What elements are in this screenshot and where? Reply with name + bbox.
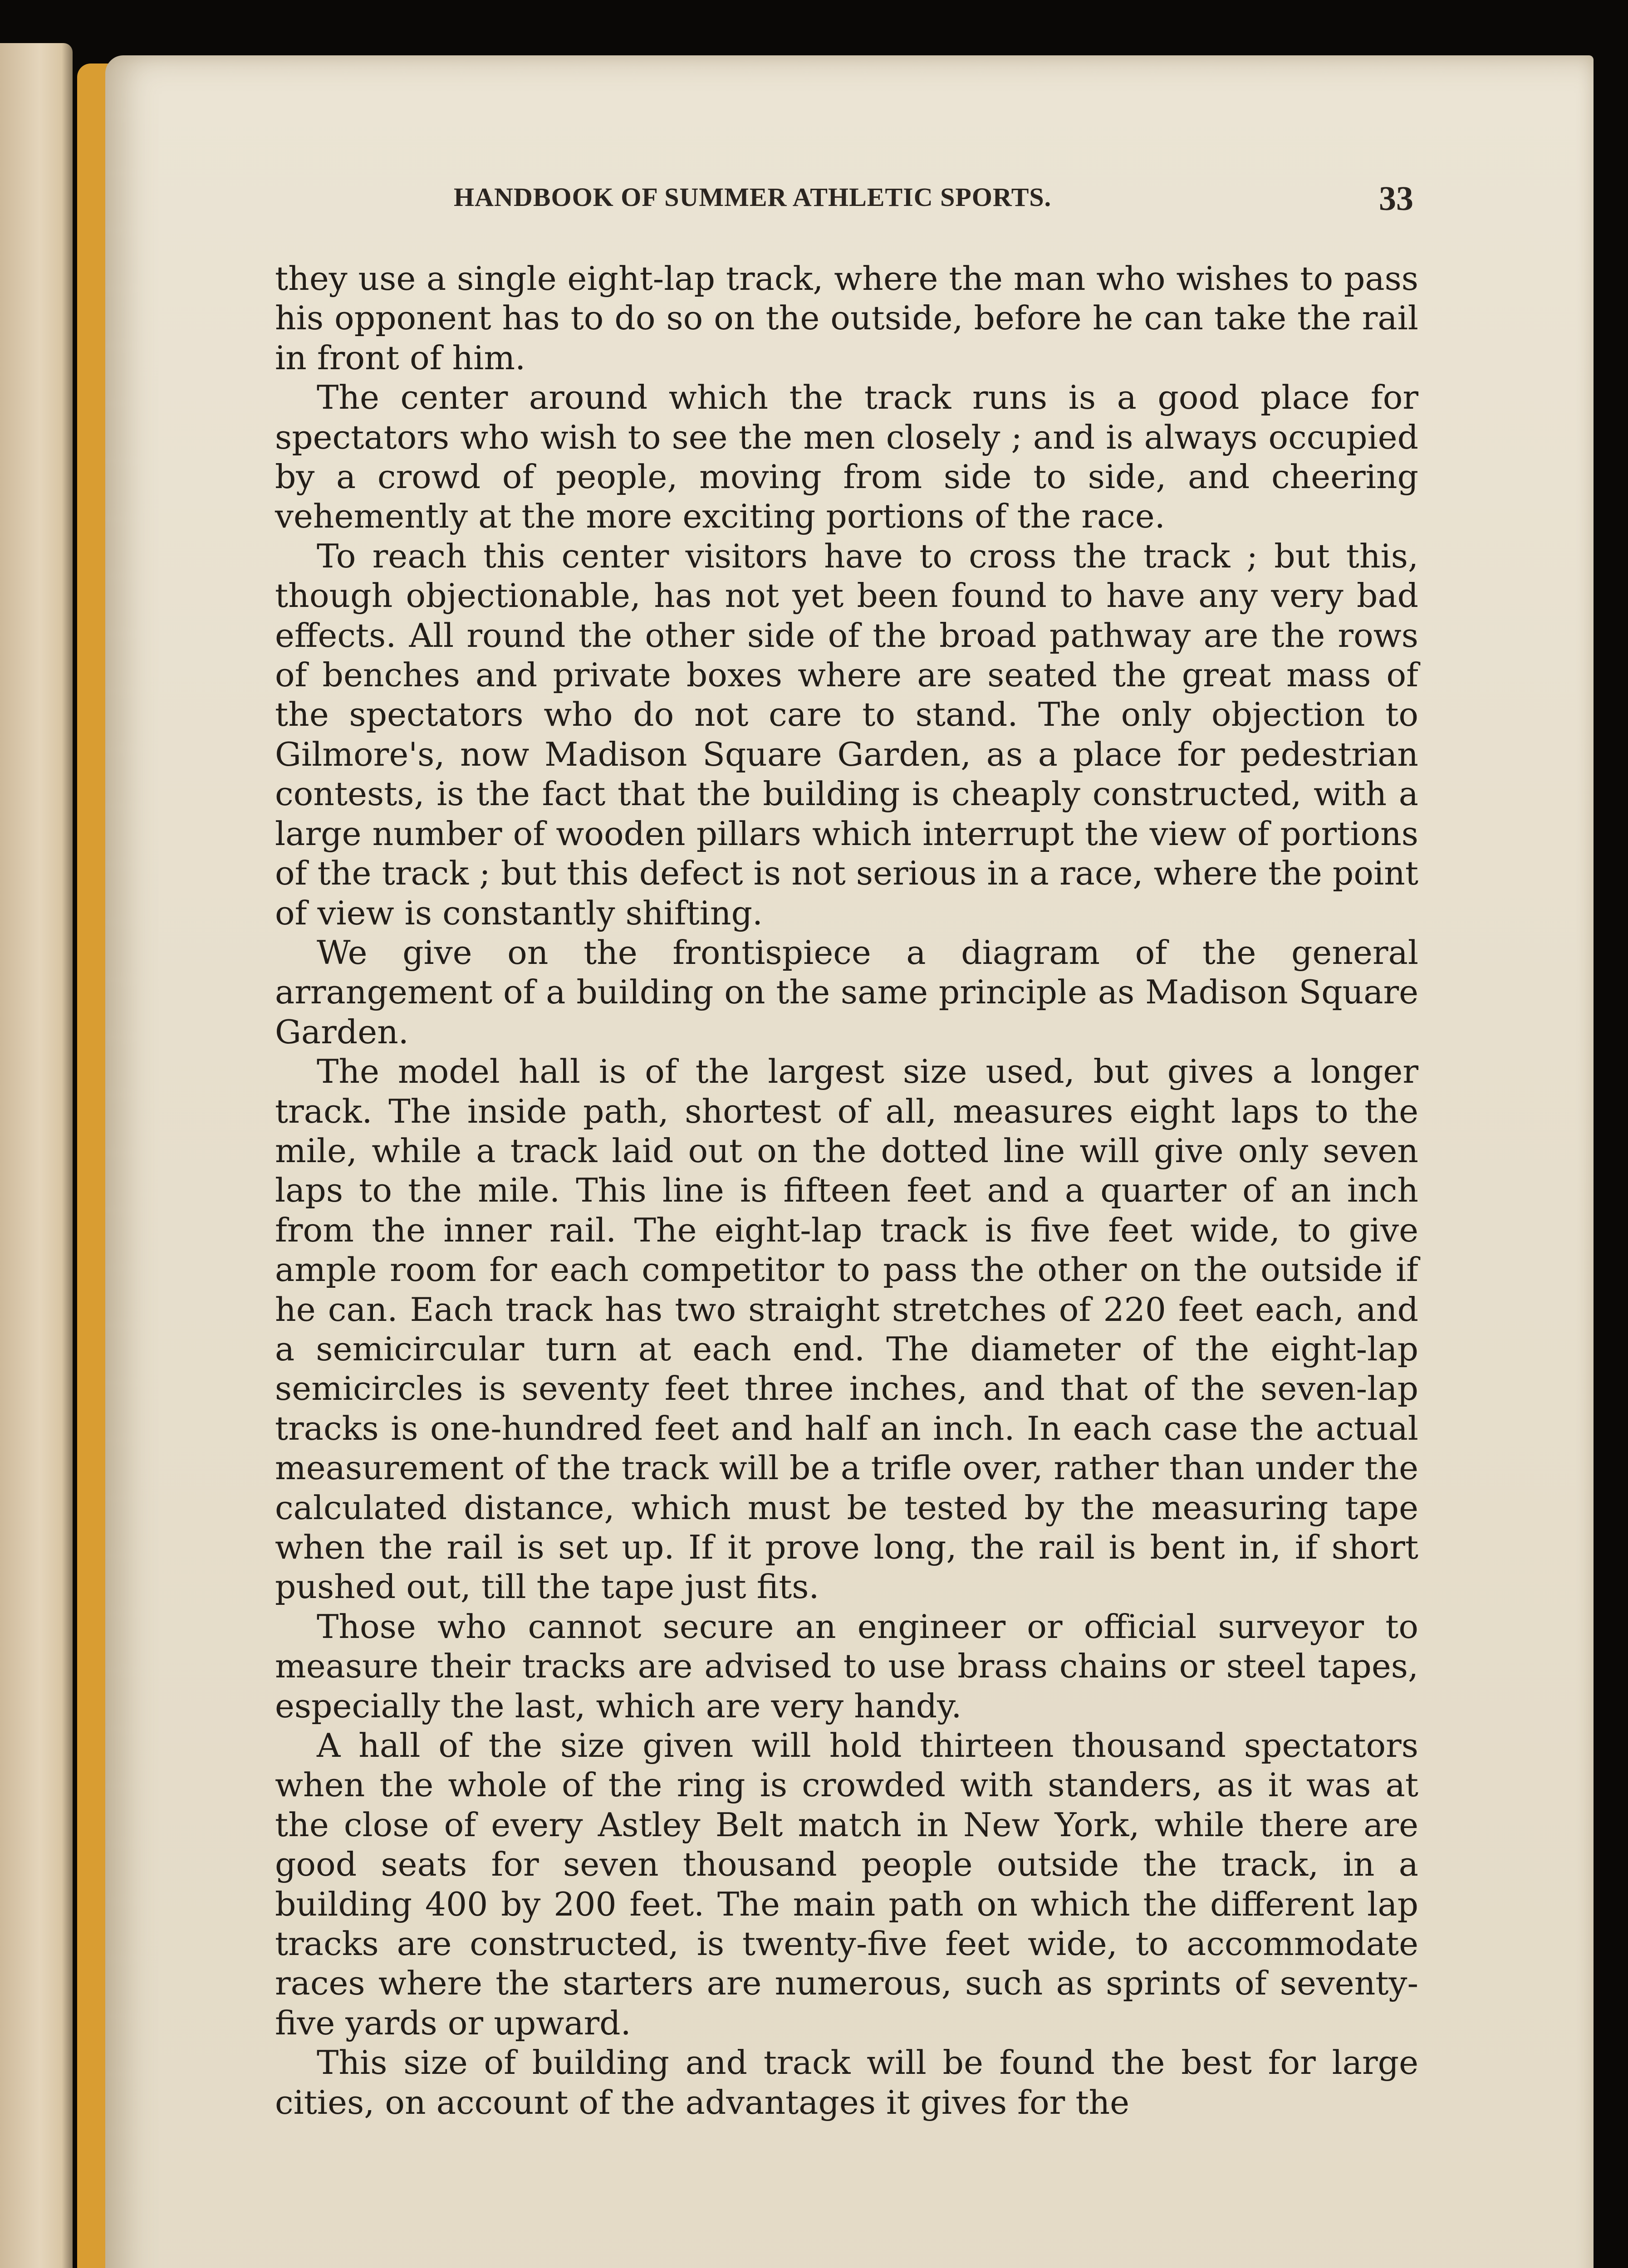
running-title: HANDBOOK OF SUMMER ATHLETIC SPORTS. [454,182,1052,212]
paragraph: Those who cannot secure an engineer or official surveyor to measure their tracks are advised to use brass chains or steel tapes, especially the last, which are very handy. [275,1608,1418,1725]
paragraph: they use a single eight-lap track, where the man who wishes to pass his opponent has to do so on the outside, before he can take the rail in front of him. [275,260,1418,377]
paragraph: A hall of the size given will hold thirteen thousand spectators when the whole of the ring is crowded with standers, as it was at the close of every Astley Belt match in New York, while there are good seats for seven thousand people outside the track, in a building 400 by 200 feet. The main path on which the different lap tracks are constructed, is twenty-five feet wide, to accommodate races where the starters are numerous, such as sprints of seventy-five yards or upward. [275,1727,1418,2043]
paragraph: The model hall is of the largest size used, but gives a longer track. The inside path, shortest of all, measures eight laps to the mile, while a track laid out on the dotted line will give only seven laps to the mile. This line is fifteen feet and a quarter of an inch from the inner rail. The eight-lap track is five feet wide, to give ample room for each competitor to pass the other on the outside if he can. Each track has two straight stretches of 220 feet each, and a semicircular turn at each end. The diameter of the eight-lap semicircles is seventy feet three inches, and that of the seven-lap tracks is one-hundred feet and half an inch. In each case the actual measurement of the track will be a trifle over, rather than under the calculated distance, which must be tested by the measuring tape when the rail is set up. If it prove long, the rail is bent in, if short pushed out, till the tape just fits. [275,1053,1418,1607]
body-text [275,259,1418,2123]
paragraph: The center around which the track runs is a good place for spectators who wish to see the men closely ; and is always occupied by a crowd of people, moving from side to side, and cheering vehemently at the more exciting portions of the race. [275,379,1418,536]
page-number: 33 [1379,180,1413,218]
paragraph: This size of building and track will be found the best for large cities, on account of the advantages it gives for the [275,2044,1418,2122]
facing-page-edge [0,43,73,2268]
paragraph: To reach this center visitors have to cross the track ; but this, though objectionable, has not yet been found to have any very bad effects. All round the other side of the broad pathway are the rows of benches and private boxes where are seated the great mass of the spectators who do not care to stand. The only objection to Gilmore's, now Madison Square Garden, as a place for pedestrian contests, is the fact that the building is cheaply constructed, with a large number of wooden pillars which interrupt the view of portions of the track ; but this defect is not serious in a race, where the point of view is constantly shifting. [275,537,1418,933]
page-header [454,179,1413,220]
paragraph: We give on the frontispiece a diagram of the general arrangement of a building on the same principle as Madison Square Garden. [275,934,1418,1051]
